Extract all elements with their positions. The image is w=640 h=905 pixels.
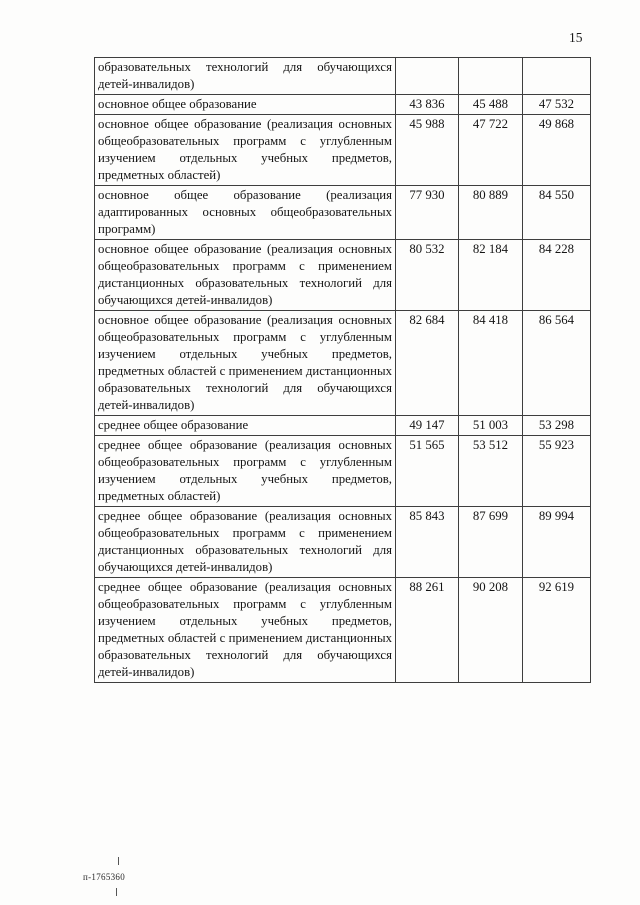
- table-row: [95, 578, 591, 683]
- value-cell: 89 994: [523, 507, 591, 578]
- row-label-cell: среднее общее образование: [95, 416, 396, 436]
- row-label-cell: основное общее образование (реализация основных общеобразовательных программ с углубленным изучением отдельных учебных предметов, предметных областей): [95, 115, 396, 186]
- page-number: 15: [569, 30, 583, 45]
- value-cell: 47 532: [523, 95, 591, 115]
- value-cell: 80 532: [396, 240, 459, 311]
- value-cell: 43 836: [396, 95, 459, 115]
- value-cell: 82 684: [396, 311, 459, 416]
- table-row: [95, 416, 591, 436]
- row-label-cell: основное общее образование (реализация основных общеобразовательных программ с углубленным изучением отдельных учебных предметов, предметных областей с применением дистанционных образовательных технологий для обучающихся детей-инвалидов): [95, 311, 396, 416]
- value-cell: 45 488: [459, 95, 523, 115]
- value-cell: 84 550: [523, 186, 591, 240]
- value-cell: 47 722: [459, 115, 523, 186]
- table-row: [95, 95, 591, 115]
- table-row: [95, 436, 591, 507]
- value-cell: 84 418: [459, 311, 523, 416]
- value-cell: 53 298: [523, 416, 591, 436]
- value-cell: 85 843: [396, 507, 459, 578]
- value-cell: 51 003: [459, 416, 523, 436]
- value-cell: 80 889: [459, 186, 523, 240]
- row-label-cell: основное общее образование (реализация основных общеобразовательных программ с применением дистанционных образовательных технологий для обучающихся детей-инвалидов): [95, 240, 396, 311]
- value-cell: 88 261: [396, 578, 459, 683]
- value-cell: 55 923: [523, 436, 591, 507]
- value-cell: 82 184: [459, 240, 523, 311]
- registration-mark-top: [118, 857, 119, 865]
- value-cell: 84 228: [523, 240, 591, 311]
- value-cell: 90 208: [459, 578, 523, 683]
- footer-document-code: п-1765360: [83, 872, 126, 882]
- value-cell: 49 147: [396, 416, 459, 436]
- value-cell: 45 988: [396, 115, 459, 186]
- value-cell: [523, 58, 591, 95]
- row-label-cell: среднее общее образование (реализация основных общеобразовательных программ с углубленным изучением отдельных учебных предметов, предметных областей с применением дистанционных образовательных технологий для обучающихся детей-инвалидов): [95, 578, 396, 683]
- value-cell: 53 512: [459, 436, 523, 507]
- row-label-cell: среднее общее образование (реализация основных общеобразовательных программ с углубленным изучением отдельных учебных предметов, предметных областей): [95, 436, 396, 507]
- tuition-cost-table: [94, 57, 591, 683]
- row-label-cell: основное общее образование (реализация адаптированных основных общеобразовательных программ): [95, 186, 396, 240]
- value-cell: 87 699: [459, 507, 523, 578]
- table-row: [95, 115, 591, 186]
- value-cell: 86 564: [523, 311, 591, 416]
- table-row: [95, 311, 591, 416]
- row-label-cell: образовательных технологий для обучающихся детей-инвалидов): [95, 58, 396, 95]
- table-row: [95, 58, 591, 95]
- value-cell: 92 619: [523, 578, 591, 683]
- table-row: [95, 186, 591, 240]
- value-cell: 49 868: [523, 115, 591, 186]
- table-row: [95, 240, 591, 311]
- registration-mark-bottom: [116, 888, 117, 896]
- row-label-cell: основное общее образование: [95, 95, 396, 115]
- value-cell: [396, 58, 459, 95]
- value-cell: [459, 58, 523, 95]
- table-row: [95, 507, 591, 578]
- row-label-cell: среднее общее образование (реализация основных общеобразовательных программ с применением дистанционных образовательных технологий для обучающихся детей-инвалидов): [95, 507, 396, 578]
- value-cell: 51 565: [396, 436, 459, 507]
- value-cell: 77 930: [396, 186, 459, 240]
